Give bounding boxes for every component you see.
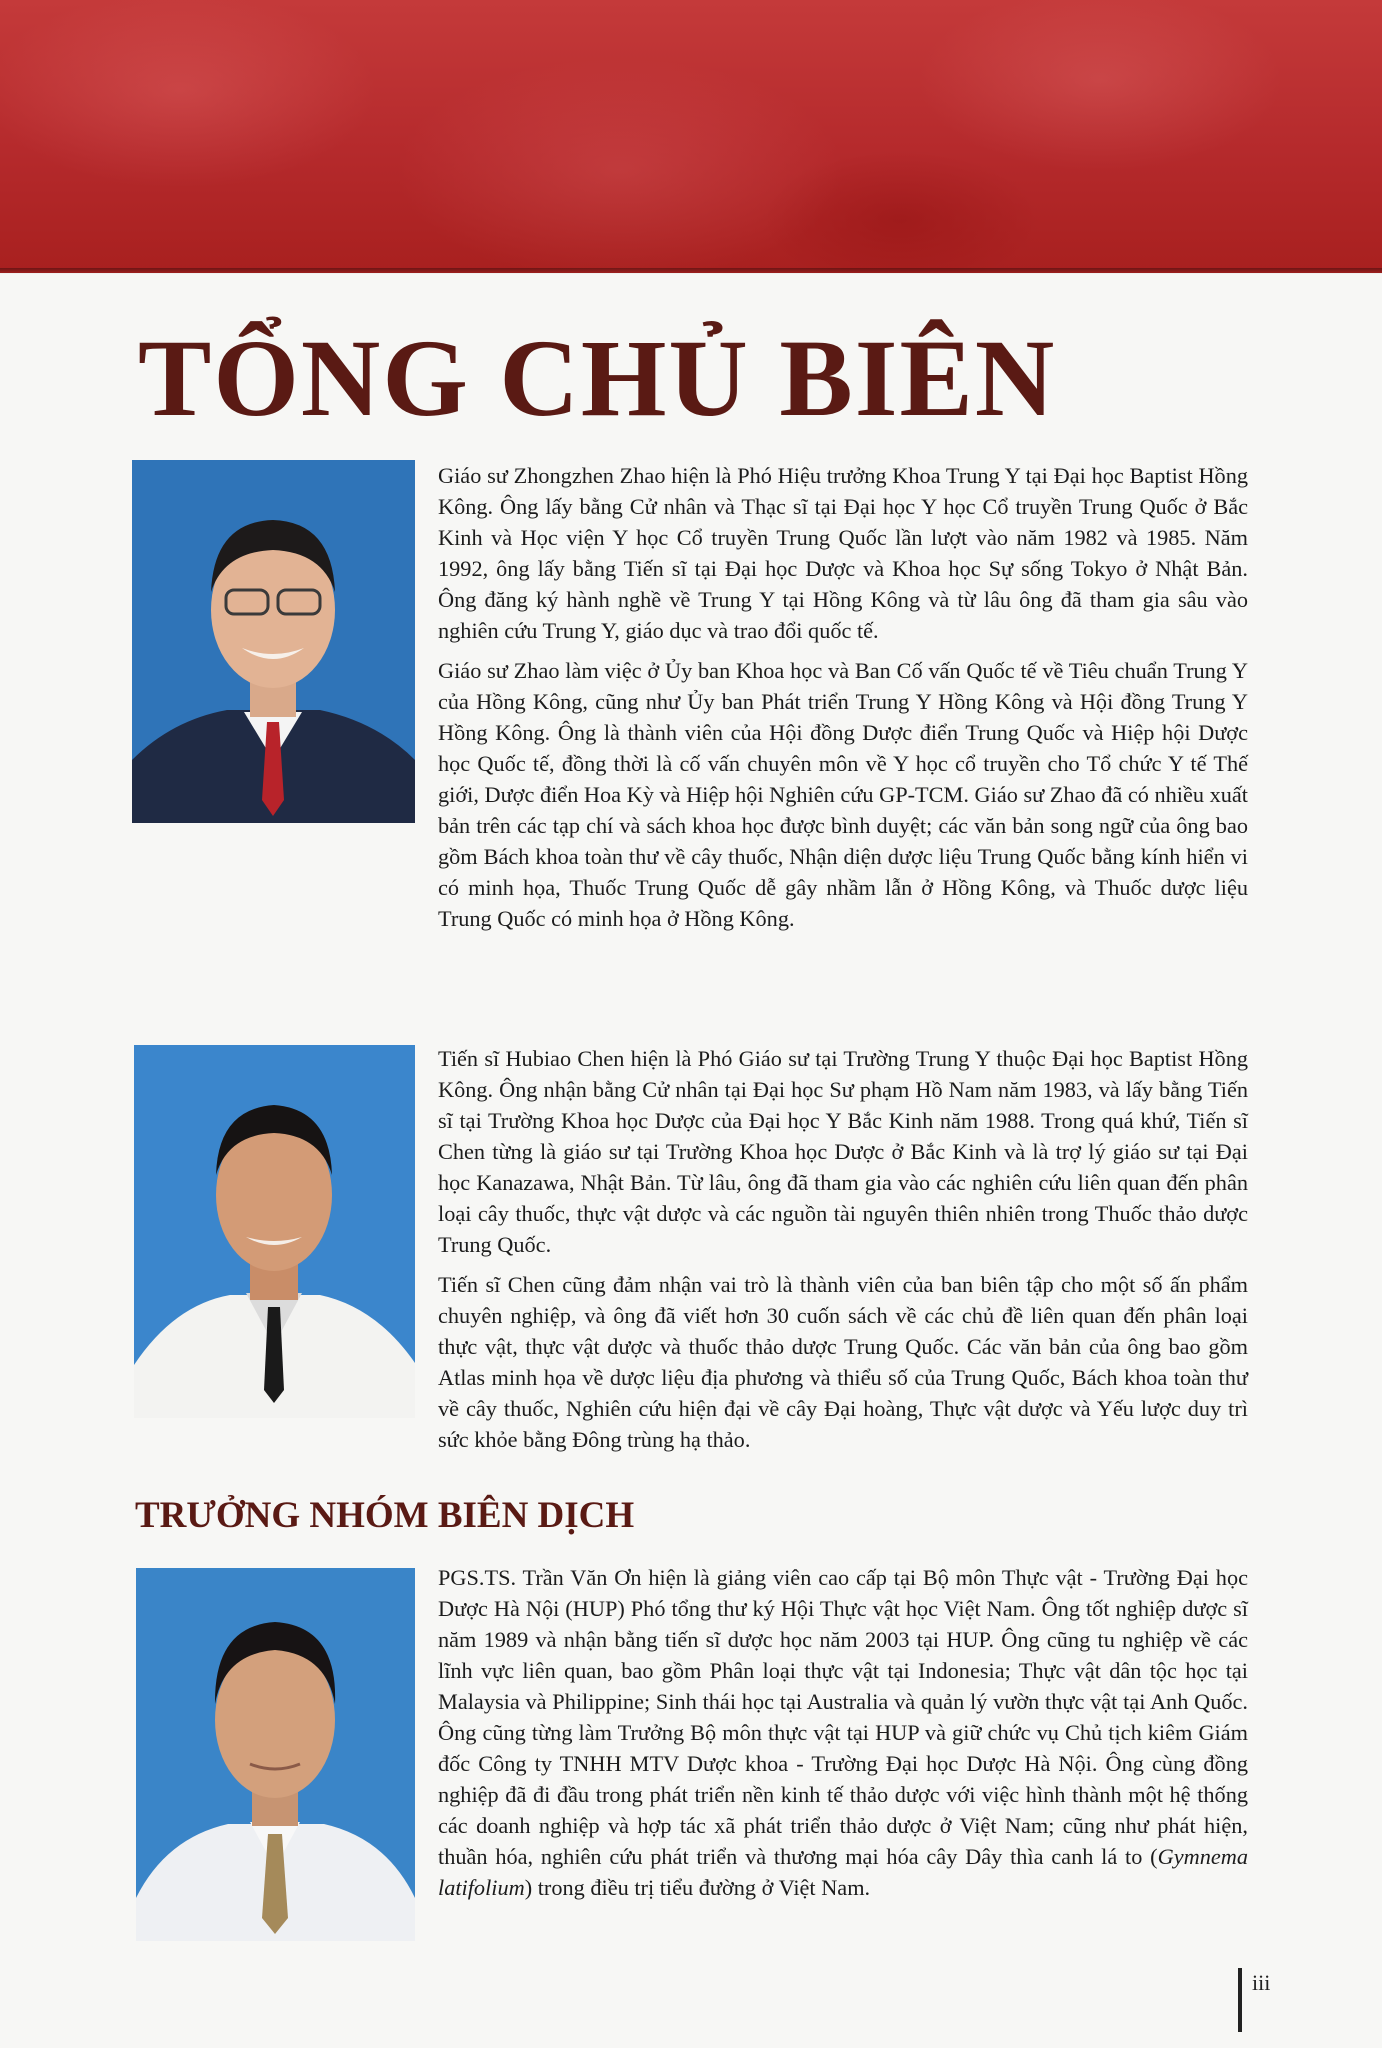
- bio-paragraph: Giáo sư Zhongzhen Zhao hiện là Phó Hiệu trưởng Khoa Trung Y tại Đại học Baptist Hồng Kông. Ông lấy bằng Cử nhân và Thạc sĩ tại Đại học Y học Cổ truyền Trung Quốc ở Bắc Kinh và Học viện Y học Cổ truyền Trung Quốc lần lượt vào năm 1982 và 1985. Năm 1992, ông lấy bằng Tiến sĩ tại Đại học Dược và Khoa học Sự sống Tokyo ở Nhật Bản. Ông đăng ký hành nghề về Trung Y tại Hồng Kông và từ lâu ông đã tham gia sâu vào nghiên cứu Trung Y, giáo dục và trao đổi quốc tế.: [438, 463, 1248, 643]
- page-number: iii: [1252, 1970, 1271, 1995]
- bio-paragraph: Tiến sĩ Hubiao Chen hiện là Phó Giáo sư tại Trường Trung Y thuộc Đại học Baptist Hồng Kông. Ông nhận bằng Cử nhân tại Đại học Sư phạm Hồ Nam năm 1983, và lấy bằng Tiến sĩ tại Trường Khoa học Dược của Đại học Y Bắc Kinh năm 1988. Trong quá khứ, Tiến sĩ Chen từng là giáo sư tại Trường Khoa học Dược ở Bắc Kinh và là trợ lý giáo sư tại Đại học Kanazawa, Nhật Bản. Từ lâu, ông đã tham gia vào các nghiên cứu liên quan đến phân loại cây thuốc, thực vật dược và các nguồn tài nguyên thiên nhiên trong Thuốc thảo dược Trung Quốc.: [438, 1046, 1248, 1257]
- portrait-photo-icon: [132, 460, 415, 823]
- banner-shadow: [0, 268, 1382, 274]
- editor-bio-zhao: [438, 460, 1248, 943]
- bio-paragraph: Giáo sư Zhao làm việc ở Ủy ban Khoa học và Ban Cố vấn Quốc tế về Tiêu chuẩn Trung Y của Hồng Kông, cũng như Ủy ban Phát triển Trung Y Hồng Kông và Hội đồng Trung Y Hồng Kông. Ông là thành viên của Hội đồng Dược điển Trung Quốc và Hiệp hội Dược học Quốc tế, đồng thời là cố vấn chuyên môn về Y học cổ truyền cho Tổ chức Y tế Thế giới, Dược điển Hoa Kỳ và Hiệp hội Nghiên cứu GP-TCM. Giáo sư Zhao đã có nhiều xuất bản trên các tạp chí và sách khoa học được bình duyệt; các văn bản song ngữ của ông bao gồm Bách khoa toàn thư về cây thuốc, Nhận diện dược liệu Trung Quốc bằng kính hiển vi có minh họa, Thuốc Trung Quốc dễ gây nhầm lẫn ở Hồng Kông, và Thuốc dược liệu Trung Quốc có minh họa ở Hồng Kông.: [438, 658, 1248, 931]
- page-title: TỔNG CHỦ BIÊN: [138, 317, 1057, 439]
- page-number-bar: [1238, 1968, 1242, 2032]
- scientific-name: Gymnema latifolium: [438, 1844, 1248, 1900]
- section-title: TRƯỞNG NHÓM BIÊN DỊCH: [135, 1495, 635, 1536]
- decorative-header-banner: [0, 0, 1382, 273]
- editor-bio-chen: [438, 1043, 1248, 1464]
- bio-text: PGS.TS. Trần Văn Ơn hiện là giảng viên cao cấp tại Bộ môn Thực vật - Trường Đại học Dược Hà Nội (HUP) Phó tổng thư ký Hội Thực vật học Việt Nam. Ông tốt nghiệp dược sĩ năm 1989 và nhận bằng tiến sĩ dược học năm 2003 tại HUP. Ông cũng tu nghiệp về các lĩnh vực liên quan, bao gồm Phân loại thực vật tại Indonesia; Thực vật dân tộc học tại Malaysia và Philippine; Sinh thái học tại Australia và quản lý vườn thực vật tại Anh Quốc. Ông cũng từng làm Trưởng Bộ môn thực vật tại HUP và giữ chức vụ Chủ tịch kiêm Giám đốc Công ty TNHH MTV Dược khoa - Trường Đại học Dược Hà Nội. Ông cùng đồng nghiệp đã đi đầu trong phát triển nền kinh tế thảo dược với việc hình thành một hệ thống các doanh nghiệp và hợp tác xã phát triển thảo dược ở Việt Nam; cũng như phát hiện, thuần hóa, nghiên cứu phát triển và thương mại hóa cây Dây thìa canh lá to (: [438, 1565, 1248, 1869]
- bio-text: ) trong điều trị tiểu đường ở Việt Nam.: [524, 1875, 871, 1900]
- translator-bio: [438, 1562, 1248, 1912]
- portrait-photo-icon: [134, 1045, 415, 1418]
- portrait-photo-icon: [136, 1568, 415, 1941]
- bio-paragraph: [438, 1562, 1248, 1903]
- bio-paragraph: Tiến sĩ Chen cũng đảm nhận vai trò là thành viên của ban biên tập cho một số ấn phẩm chuyên nghiệp, và ông đã viết hơn 30 cuốn sách về các chủ đề liên quan đến phân loại thực vật, thực vật dược và thuốc thảo dược Trung Quốc. Các văn bản của ông bao gồm Atlas minh họa về dược liệu địa phương và thiểu số của Trung Quốc, Bách khoa toàn thư về cây thuốc, Nghiên cứu hiện đại về cây Đại hoàng, Thực vật dược và Yếu lược duy trì sức khỏe bằng Đông trùng hạ thảo.: [438, 1272, 1248, 1452]
